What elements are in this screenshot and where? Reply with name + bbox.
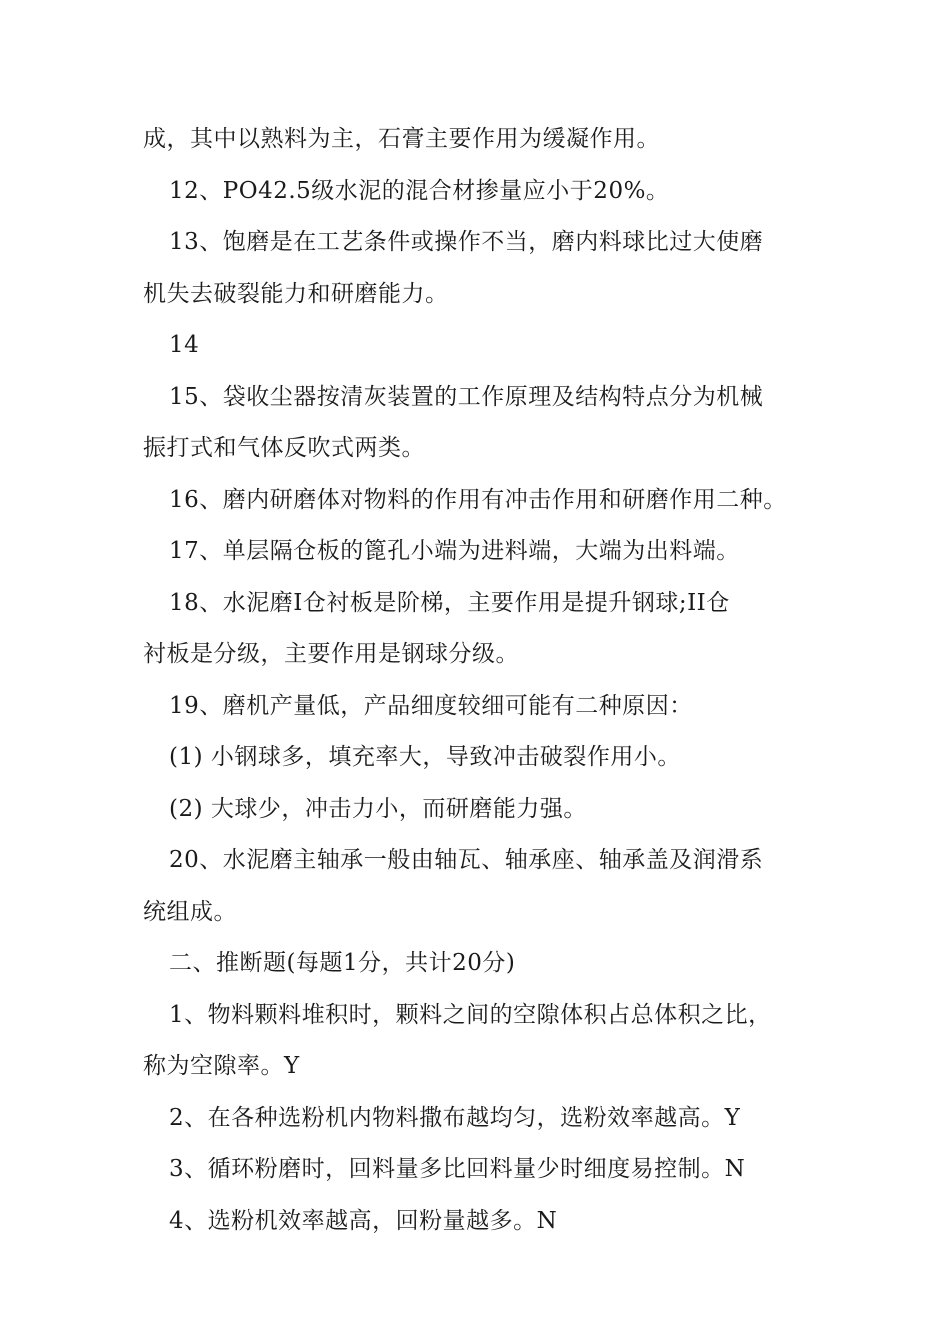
item-20: 20、水泥磨主轴承一般由轴瓦、轴承座、轴承盖及润滑系 — [169, 847, 764, 873]
item-18-continued: 衬板是分级，主要作用是钢球分级。 — [143, 641, 519, 667]
item-19-reason-2: (2) 大球少，冲击力小，而研磨能力强。 — [169, 795, 587, 822]
item-18: 18、水泥磨I仓衬板是阶梯，主要作用是提升钢球;II仓 — [169, 589, 730, 616]
document-body — [143, 114, 843, 1247]
item-12: 12、PO42.5级水泥的混合材掺量应小于20%。 — [169, 177, 670, 204]
item-19: 19、磨机产量低，产品细度较细可能有二种原因： — [169, 692, 693, 719]
item-15: 15、袋收尘器按清灰装置的工作原理及结构特点分为机械 — [169, 383, 764, 410]
item-17: 17、单层隔仓板的篦孔小端为进料端，大端为出料端。 — [169, 538, 740, 564]
section-heading-judgment: 二、推断题(每题1分，共计20分) — [169, 950, 516, 976]
item-16: 16、磨内研磨体对物料的作用有冲击作用和研磨作用二种。 — [169, 486, 787, 513]
judgment-item-4: 4、选粉机效率越高，回粉量越多。N — [169, 1207, 558, 1234]
judgment-item-1-continued: 称为空隙率。Y — [143, 1053, 300, 1079]
item-20-continued: 统组成。 — [143, 898, 237, 925]
judgment-item-1: 1、物料颗料堆积时，颗料之间的空隙体积占总体积之比， — [169, 1001, 772, 1028]
text-line-1: 成，其中以熟料为主，石膏主要作用为缓凝作用。 — [143, 126, 660, 152]
item-14: 14 — [169, 332, 200, 358]
judgment-item-3: 3、循环粉磨时，回料量多比回料量少时细度易控制。N — [169, 1156, 746, 1182]
judgment-item-2: 2、在各种选粉机内物料撒布越均匀，选粉效率越高。Y — [169, 1104, 741, 1131]
item-15-continued: 振打式和气体反吹式两类。 — [143, 435, 425, 461]
item-13: 13、饱磨是在工艺条件或操作不当，磨内料球比过大使磨 — [169, 229, 764, 255]
item-19-reason-1: (1) 小钢球多，填充率大，导致冲击破裂作用小。 — [169, 744, 681, 770]
item-13-continued: 机失去破裂能力和研磨能力。 — [143, 280, 449, 307]
